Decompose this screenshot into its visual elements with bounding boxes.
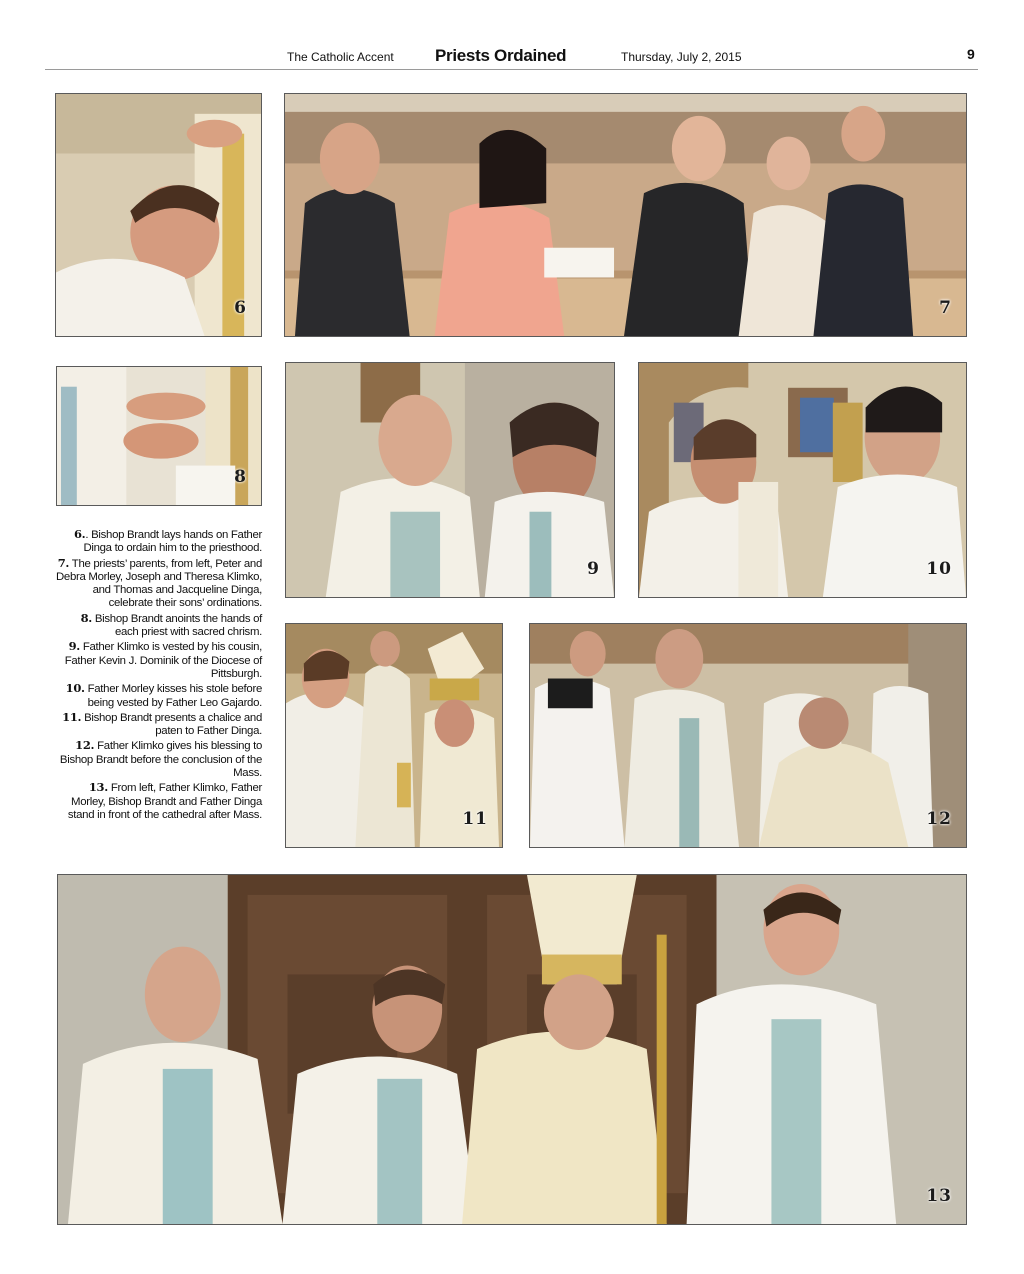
caption-7 xyxy=(56,557,262,611)
caption-6 xyxy=(56,528,262,556)
caption-9 xyxy=(56,640,262,681)
photo-number: 13 xyxy=(926,1186,952,1206)
photo-7 xyxy=(284,93,967,337)
caption-number: 10. xyxy=(65,681,85,696)
photo-8-image xyxy=(57,367,261,505)
caption-number: 13. xyxy=(88,780,108,795)
photo-11 xyxy=(285,623,503,848)
caption-number: 7. xyxy=(57,555,70,570)
photo-number: 11 xyxy=(462,809,488,829)
caption-text: Bishop Brandt anoints the hands of each priest with sacred chrism. xyxy=(92,612,262,639)
photo-13-image xyxy=(58,875,966,1224)
caption-text: . Bishop Brandt lays hands on Father Dinga to ordain him to the priesthood. xyxy=(83,529,262,555)
photo-captions xyxy=(56,528,262,823)
photo-7-image xyxy=(285,94,966,336)
caption-number: 11. xyxy=(62,709,82,724)
photo-number: 9 xyxy=(587,559,600,579)
publication-name: The Catholic Accent xyxy=(287,50,394,64)
photo-6-image xyxy=(56,94,261,336)
photo-9-image xyxy=(286,363,614,597)
caption-text: From left, Father Klimko, Father Morley, Bishop Brandt and Father Dinga stand in front of the cathedral after Mass. xyxy=(67,782,262,821)
photo-9 xyxy=(285,362,615,598)
section-title: Priests Ordained xyxy=(435,46,567,65)
photo-13 xyxy=(57,874,967,1225)
photo-12 xyxy=(529,623,967,848)
caption-8 xyxy=(56,612,262,640)
photo-number: 7 xyxy=(939,298,952,318)
page-number: 9 xyxy=(967,46,975,62)
photo-number: 6 xyxy=(234,298,247,318)
header-rule xyxy=(45,69,978,70)
caption-11 xyxy=(56,711,262,739)
caption-text: Father Klimko gives his blessing to Bishop Brandt before the conclusion of the Mass. xyxy=(59,740,262,780)
photo-number: 8 xyxy=(234,467,247,487)
caption-number: 9. xyxy=(68,639,80,654)
caption-text: The priests’ parents, from left, Peter and Debra Morley, Joseph and Theresa Klimko, and Thomas and Jacqueline Dinga, celebrate their sons’ ordinations. xyxy=(56,557,263,610)
photo-10-image xyxy=(639,363,966,597)
caption-text: Bishop Brandt presents a chalice and paten to Father Dinga. xyxy=(81,711,262,738)
photo-10 xyxy=(638,362,967,598)
photo-number: 12 xyxy=(926,809,952,829)
caption-text: Father Klimko is vested by his cousin, Father Kevin J. Dominik of the Diocese of Pittsburgh. xyxy=(64,641,262,680)
caption-12 xyxy=(56,739,262,780)
page-header xyxy=(0,0,1024,72)
caption-number: 6. xyxy=(73,527,86,541)
photo-number: 10 xyxy=(926,559,952,579)
caption-number: 8. xyxy=(80,610,93,625)
caption-number: 12. xyxy=(75,738,95,753)
photo-6 xyxy=(55,93,262,337)
caption-text: Father Morley kisses his stole before being vested by Father Leo Gajardo. xyxy=(84,683,262,709)
caption-10 xyxy=(56,682,262,710)
issue-date: Thursday, July 2, 2015 xyxy=(621,50,742,64)
photo-8 xyxy=(56,366,262,506)
caption-13 xyxy=(56,781,262,822)
photo-12-image xyxy=(530,624,966,847)
